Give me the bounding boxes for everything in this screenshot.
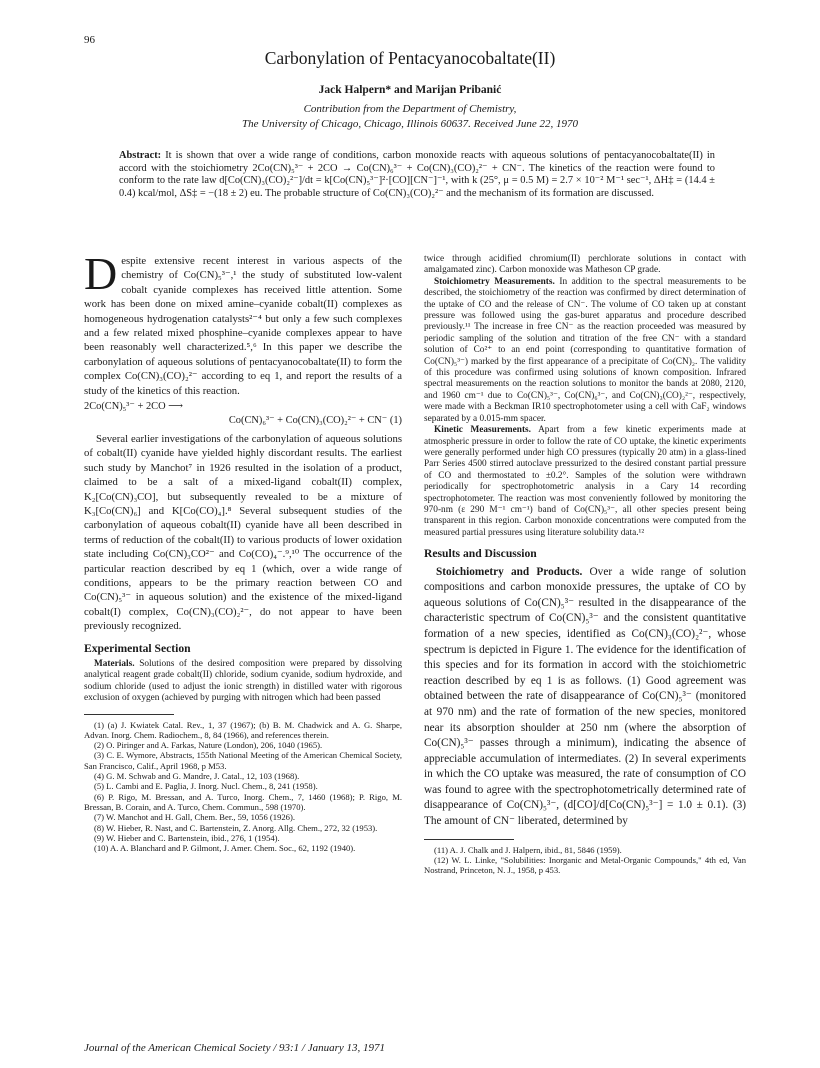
materials-continued: twice through acidified chromium(II) perchlorate solutions in contact with amalgamated zinc). Carbon monoxide was Matheson CP grade. [424, 254, 746, 276]
left-column [84, 248, 402, 854]
affiliation-line-2: The University of Chicago, Chicago, Illinois 60637. Received June 22, 1970 [241, 118, 579, 130]
footnote-9: (9) W. Hieber and C. Bartenstein, ibid., 276, 1 (1954). [94, 832, 280, 843]
equation-1-line-1: 2Co(CN)₅³⁻ + 2CO ⟶ [84, 401, 184, 413]
materials-section [84, 659, 402, 705]
heading-experimental: Experimental Section [84, 641, 191, 655]
footnote-divider [84, 714, 174, 715]
footnote-12: (12) W. L. Linke, "Solubilities: Inorganic and Metal-Organic Compounds," 4th ed, Van Nostrand, Princeton, N. J., 1958, p 453. [424, 854, 746, 876]
footnote-11: (11) A. J. Chalk and J. Halpern, ibid., 81, 5846 (1959). [434, 844, 622, 855]
equation-1-line-2: Co(CN)₆³⁻ + Co(CN)₃(CO)₂²⁻ + CN⁻ (1) [228, 415, 402, 427]
page-number: 96 [84, 34, 95, 46]
equation-1 [84, 400, 402, 429]
journal-footer: Journal of the American Chemical Society / 93:1 / January 13, 1971 [84, 1042, 386, 1054]
right-column [424, 254, 746, 876]
intro-text: espite extensive recent interest in various aspects of the chemistry of Co(CN)₅³⁻,¹ the study of substituted low-valent cobalt cyanide complexes has received little attention. Some work has been done on mixed amine–cyanide cobalt(II) complexes as homogeneous hydrogenation catalysts²⁻⁴ but only a few such complexes and a few related mixed phosphine–cyanide complexes appear to have been reasonably well characterized.⁵,⁶ In this paper we describe the carbonylation of aqueous solutions of pentacyanocobaltate(II) to form the complex Co(CN)₃(CO)₂²⁻ according to eq 1, and report the results of a study of the kinetics of this reaction. [84, 255, 402, 397]
footnote-3: (3) C. E. Wymore, Abstracts, 155th National Meeting of the American Chemical Society, San Francisco, Calif., April 1968, p M53. [84, 750, 402, 771]
intro-paragraph [84, 248, 402, 398]
footnote-2: (2) O. Piringer and A. Farkas, Nature (London), 206, 1040 (1965). [94, 740, 323, 751]
footnotes-left [84, 720, 402, 854]
abstract [119, 150, 715, 200]
footnote-4: (4) G. M. Schwab and G. Mandre, J. Catal., 12, 103 (1968). [94, 771, 300, 782]
footnote-divider-right [424, 839, 514, 840]
footnote-6: (6) P. Rigo, M. Bressan, and A. Turco, Inorg. Chem., 7, 1460 (1968); P. Rigo, M. Bressan, B. Corain, and A. Turco, Chem. Commun., 598 (1970). [84, 791, 402, 812]
authors: Jack Halpern* and Marijan Pribanić [318, 84, 502, 96]
abstract-label: Abstract: [119, 150, 162, 161]
kinetic-measurements-text: Apart from a few kinetic experiments made at atmospheric pressure in order to follow the rate of CO uptake, the kinetic experiments were generally performed under high CO pressures (typically 20 atm) in a glass-lined Parr Series 4500 stirred autoclave pressurized to the desired constant partial pressure of CO and thermostated to ±0.2°. Samples of the solution were withdrawn periodically for spectrophotometric analysis in a Cary 14 recording spectrophotometer. The reaction was most conveniently followed by monitoring the 970-nm (ε 290 M⁻¹ cm⁻¹) band of Co(CN)₅³⁻, all other species present being transparent in this region. Carbon monoxide concentrations were computed from the measured partial pressures using literature solubility data.¹² [424, 425, 747, 538]
kinetic-measurements-label: Kinetic Measurements. [434, 425, 531, 436]
materials-text: Solutions of the desired composition were prepared by dissolving analytical reagent grade cobalt(II) chloride, sodium cyanide, sodium hydroxide, and sodium chloride (used to adjust the ionic strength) in distilled water with rigorous exclusion of oxygen (achieved by purging with nitrogen which had been passed [84, 658, 402, 704]
experimental-continued [424, 254, 746, 539]
drop-cap: D [84, 248, 118, 299]
affiliation [0, 102, 820, 132]
results-section [424, 565, 746, 830]
paragraph-2: Several earlier investigations of the carbonylation of aqueous solutions of cobalt(II) cyanide have yielded highly discordant results. The earliest such study by Manchot⁷ in 1926 resulted in the isolation of a product, claimed to be a salt of a mixed-ligand cobalt(II) complex, K₂[Co(CN)₃CO], but subsequently revealed to be a mixture of K₃[Co(CN)₆] and K[Co(CO)₄].⁸ Several subsequent studies of the carbonylation of aqueous cobalt(II) cyanide have all been described in terms of reduction of the cobalt(II) to various products of lower oxidation state including Co(CN)₃CO²⁻ and Co(CO)₄⁻.⁹,¹⁰ The occurrence of the particular reaction described by eq 1 (which, over a wide range of conditions, appears to be the primary reaction between CO and Co(CN)₅³⁻ in aqueous solution) and the existence of the mixed-ligand cobalt(I) complex, Co(CN)₃(CO)₂²⁻, do not appear to have been previously recognized. [84, 432, 402, 633]
abstract-text: It is shown that over a wide range of conditions, carbon monoxide reacts with aqueous solutions of pentacyanocobaltate(II) in accord with the stoichiometry 2Co(CN)₅³⁻ + 2CO → Co(CN)₆³⁻ + Co(CN)₃(CO)₂²⁻ + CN⁻. The kinetics of the reaction were found to conform to the rate law d[Co(CN)₃(CO)₂²⁻]/dt = k[Co(CN)₅³⁻]²·[CO][CN⁻]⁻¹, with k (25°, μ = 0.5 M) = 2.7 × 10⁻² M⁻¹ sec⁻¹, ΔH‡ = (14.4 ± 0.4) kcal/mol, ΔS‡ = −(18 ± 2) eu. The probable structure of Co(CN)₃(CO)₂²⁻ and the mechanism of its formation are discussed. [119, 150, 715, 199]
affiliation-line-1: Contribution from the Department of Chemistry, [303, 103, 517, 115]
heading-results: Results and Discussion [424, 547, 537, 561]
article-title: Carbonylation of Pentacyanocobaltate(II) [264, 48, 556, 68]
footnotes-right [424, 845, 746, 876]
materials-label: Materials. [94, 658, 135, 669]
footnote-10: (10) A. A. Blanchard and P. Gilmont, J. Amer. Chem. Soc., 62, 1192 (1940). [94, 843, 356, 854]
footnote-5: (5) L. Cambi and E. Paglia, J. Inorg. Nucl. Chem., 8, 241 (1958). [94, 781, 318, 792]
footnote-8: (8) W. Hieber, R. Nast, and C. Bartenstein, Z. Anorg. Allg. Chem., 272, 32 (1953). [94, 822, 378, 833]
stoichiometry-measurements-text: In addition to the spectral measurements to be described, the stoichiometry of the reaction was confirmed by direct determination of the uptake of CO and the release of CN⁻. The volume of CO taken up at constant pressure was followed using the gas-buret apparatus and procedure described previously.¹¹ The increase in free CN⁻ as the reaction proceeded was measured by periodic sampling of the solution and titration of the free CN⁻ with a standard solution of Co²⁺ to an end point (corresponding to quantitative formation of Co(CN)₅³⁻) marked by the first appearance of a precipitate of Co(CN)₂. The validity of this procedure was confirmed using solutions of known composition. Infrared spectral measurements on the reaction solutions to monitor the bands at 2080, 2120, and 1960 cm⁻¹ due to Co(CN)₅³⁻, Co(CN)₆³⁻, and Co(CN)₃(CO)₂²⁻, respectively, were made with a Beckman IR10 spectrophotometer using a cell with CaF₂ windows separated by a 0.015-mm spacer. [424, 276, 746, 424]
stoichiometry-products-label: Stoichiometry and Products. [436, 565, 583, 578]
stoichiometry-measurements-label: Stoichiometry Measurements. [434, 276, 555, 287]
footnote-7: (7) W. Manchot and H. Gall, Chem. Ber., 59, 1056 (1926). [94, 812, 295, 823]
stoichiometry-products-text: Over a wide range of solution compositions and carbon monoxide pressures, the uptake of CO by aqueous solutions of Co(CN)₅³⁻ resulted in the disappearance of the characteristic spectrum of Co(CN)₅³⁻ and the consistent quantitative formation of a new species, identified as Co(CN)₃(CO)₂²⁻, whose spectrum is depicted in Figure 1. The evidence for the identification of this species and for its formation in accord with the stoichiometric reaction described by eq 1 is as follows. (1) Good agreement was obtained between the rate of disappearance of Co(CN)₅³⁻ (monitored at 970 nm) and the rate of formation of the new species, monitored near its absorption shoulder at 250 nm (where the absorption of Co(CN)₅³⁻ passes through a minimum), indicating the absence of appreciable accumulation of intermediates. (2) In several experiments in which the CO uptake was measured, the rate of consumption of CO was found to agree with the spectrophotometrically determined rate of disappearance of Co(CN)₅³⁻, (d[CO]/d[Co(CN)₅³⁻] = 1.0 ± 0.1). (3) The amount of CN⁻ liberated, determined by [424, 565, 746, 828]
footnote-1: (1) (a) J. Kwiatek Catal. Rev., 1, 37 (1967); (b) B. M. Chadwick and A. G. Sharpe, Advan. Inorg. Chem. Radiochem., 8, 84 (1966), and references therein. [84, 719, 402, 740]
